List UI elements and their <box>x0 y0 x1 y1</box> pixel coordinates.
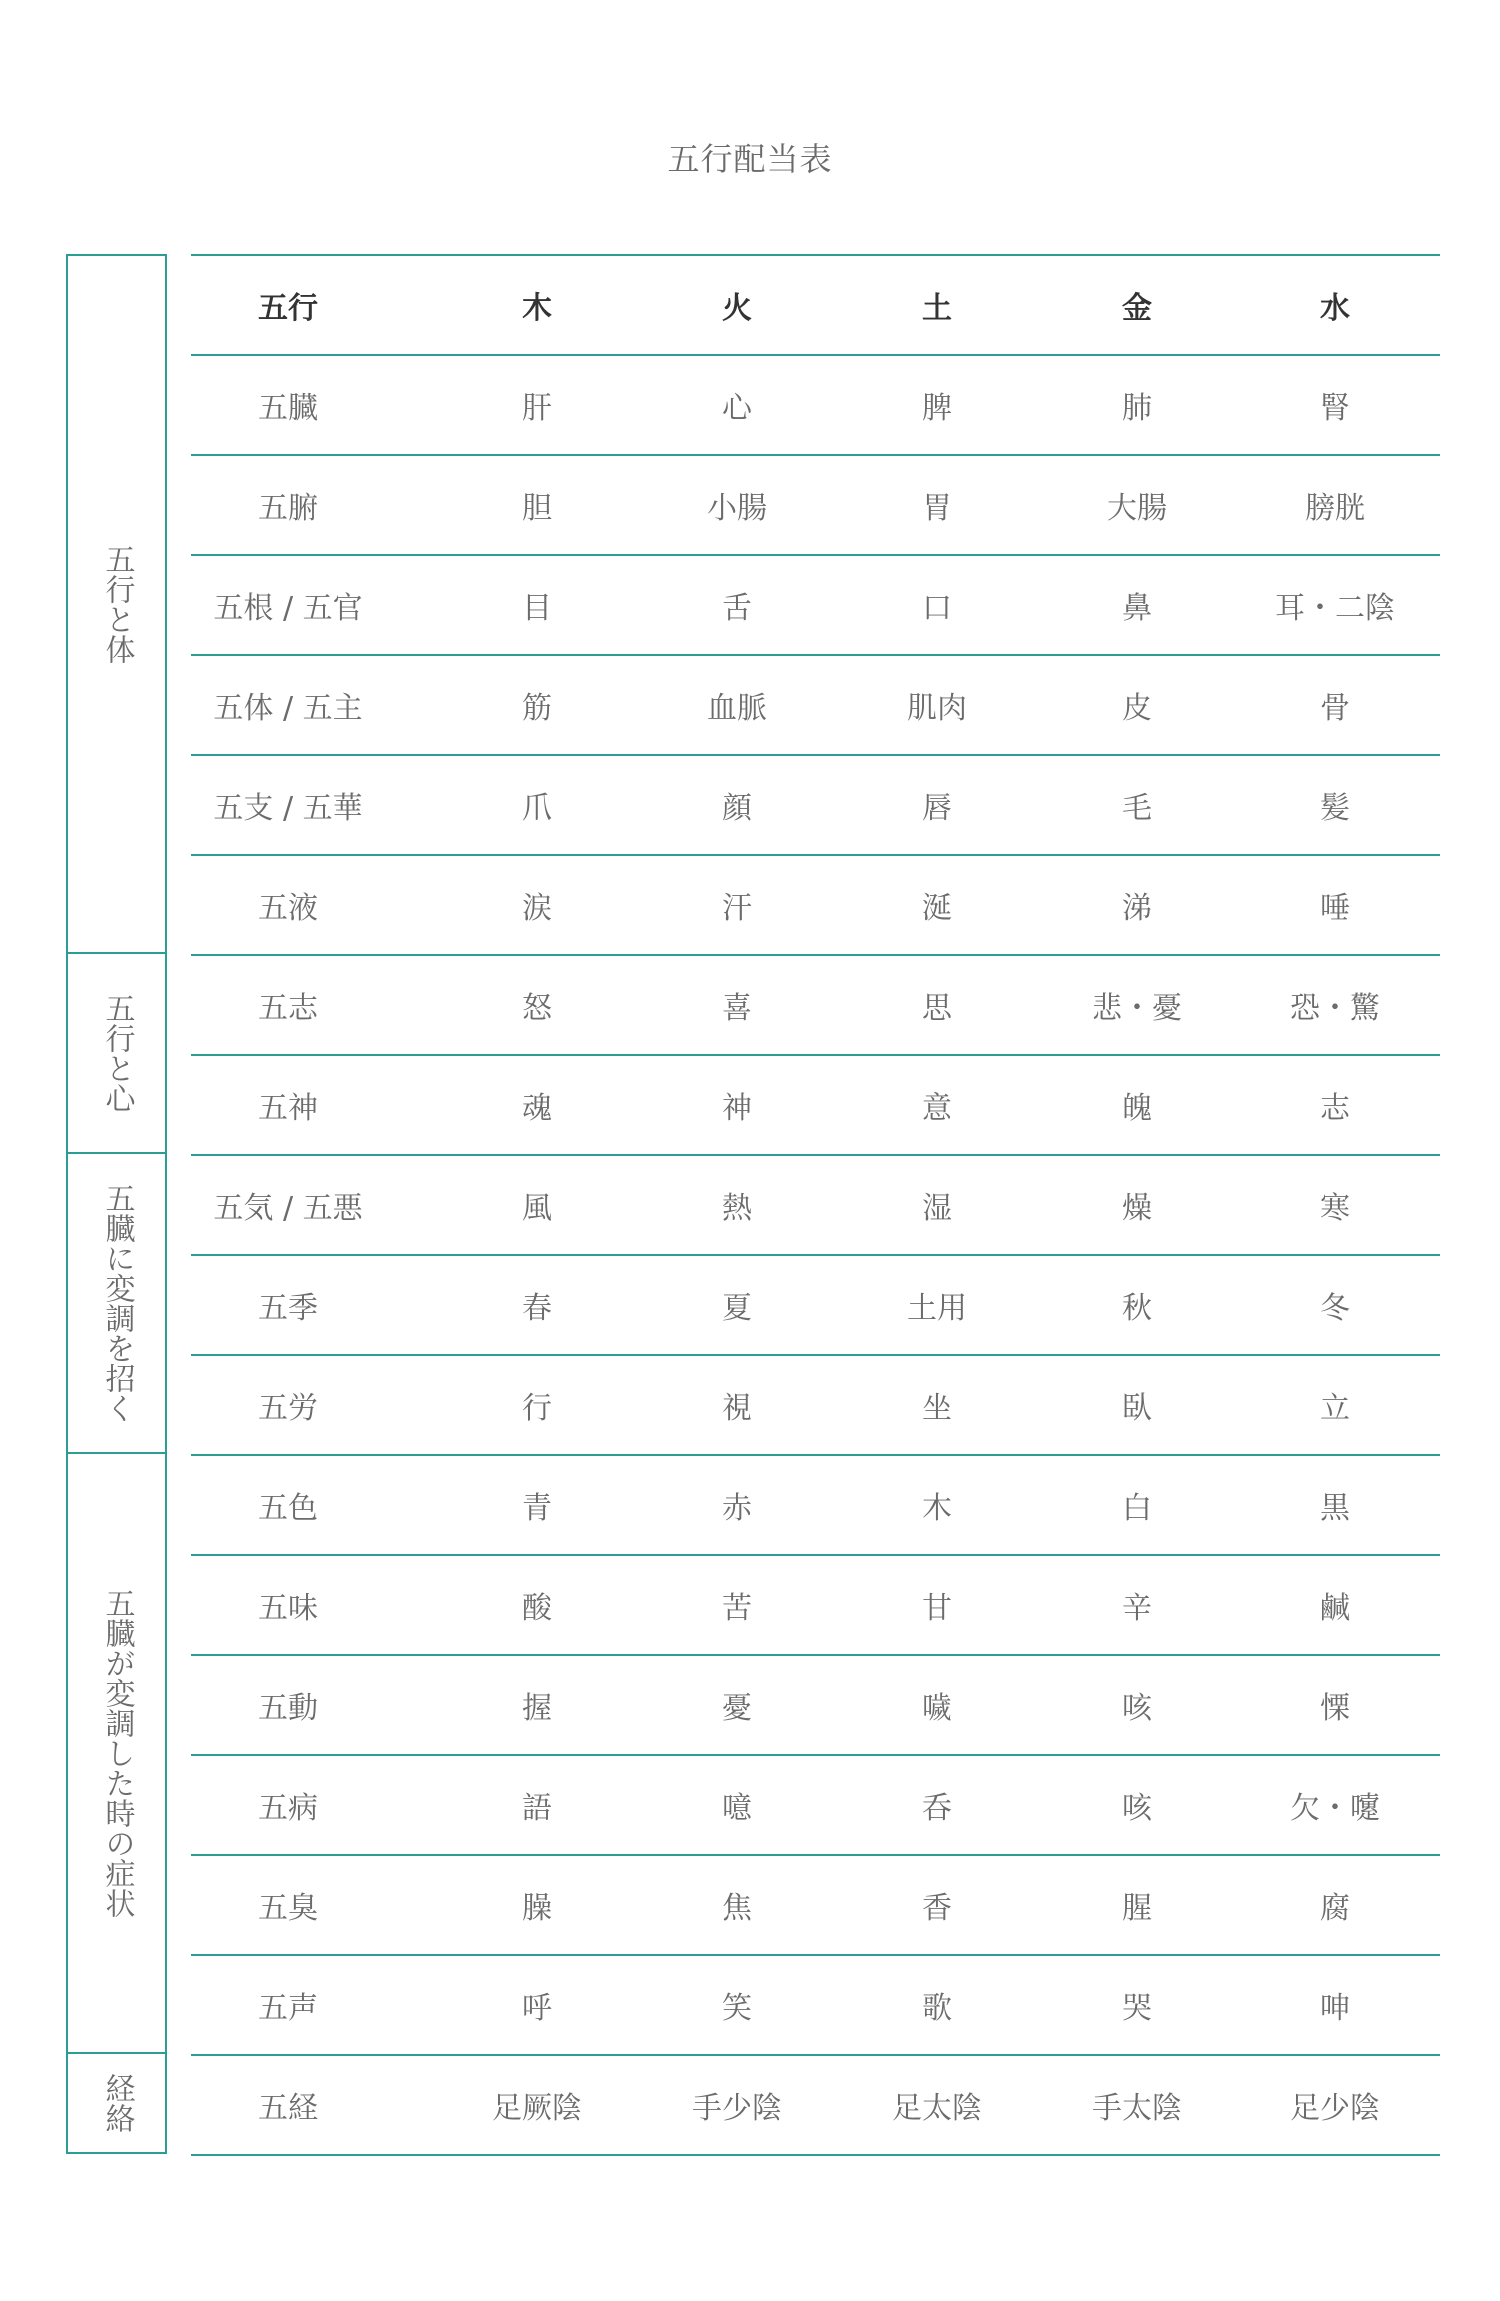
row-label: 五色 <box>258 1491 318 1526</box>
table-cell: 涎 <box>922 891 952 926</box>
group-label: 五臓が変調した時の症状 <box>99 1588 135 1918</box>
group-label: 五行と心 <box>99 993 135 1113</box>
table-cell: 春 <box>522 1291 552 1326</box>
table-cell: 骨 <box>1320 691 1350 726</box>
row-label: 五根 / 五官 <box>213 591 363 626</box>
table-cell: 手太陰 <box>1092 2091 1182 2126</box>
table-cell: 欠・嚔 <box>1290 1791 1380 1826</box>
row-label: 五臓 <box>258 391 318 426</box>
table-cell: 冬 <box>1320 1291 1350 1326</box>
table-row <box>191 456 1440 556</box>
table-cell: 憂 <box>722 1691 752 1726</box>
table-row <box>191 1656 1440 1756</box>
table-cell: 行 <box>522 1391 552 1426</box>
row-label: 五味 <box>258 1591 318 1626</box>
table-cell: 坐 <box>922 1391 952 1426</box>
table-cell: 酸 <box>522 1591 552 1626</box>
table-cell: 苦 <box>722 1591 752 1626</box>
table-cell: 悲・憂 <box>1092 991 1182 1026</box>
table-cell: 赤 <box>722 1491 752 1526</box>
table-cell: 土用 <box>907 1291 967 1326</box>
group-label: 五行と体 <box>99 544 135 664</box>
table-row <box>191 1956 1440 2056</box>
table-cell: 魄 <box>1122 1091 1152 1126</box>
table-cell: 風 <box>522 1191 552 1226</box>
table-row <box>191 956 1440 1056</box>
table-cell: 手少陰 <box>692 2091 782 2126</box>
table-cell: 髪 <box>1320 791 1350 826</box>
table-cell: 意 <box>922 1091 952 1126</box>
table-cell: 目 <box>522 591 552 626</box>
row-label: 五腑 <box>258 491 318 526</box>
table-cell: 小腸 <box>707 491 767 526</box>
table-cell: 足厥陰 <box>492 2091 582 2126</box>
table-cell: 呻 <box>1320 1991 1350 2026</box>
table-row <box>191 1756 1440 1856</box>
table-cell: 口 <box>922 591 952 626</box>
group-mind <box>66 954 167 1154</box>
table-cell: 脾 <box>922 391 952 426</box>
row-label: 五神 <box>258 1091 318 1126</box>
table-cell: 汗 <box>722 891 752 926</box>
row-label: 五労 <box>258 1391 318 1426</box>
table-cell: 魂 <box>522 1091 552 1126</box>
table-cell: 喜 <box>722 991 752 1026</box>
table-cell: 白 <box>1122 1491 1152 1526</box>
table-cell: 皮 <box>1122 691 1152 726</box>
row-label: 五病 <box>258 1791 318 1826</box>
table-cell: 辛 <box>1122 1591 1152 1626</box>
table-cell: 秋 <box>1122 1291 1152 1326</box>
table-row <box>191 1156 1440 1256</box>
table-cell: 歌 <box>922 1991 952 2026</box>
group-body <box>66 254 167 954</box>
table-cell: 鼻 <box>1122 591 1152 626</box>
table-cell: 呼 <box>522 1991 552 2026</box>
table-cell: 呑 <box>922 1791 952 1826</box>
header-cell: 五行 <box>258 291 318 326</box>
table-cell: 耳・二陰 <box>1275 591 1395 626</box>
table-cell: 夏 <box>722 1291 752 1326</box>
table-cell: 筋 <box>522 691 552 726</box>
table-cell: 血脈 <box>707 691 767 726</box>
table-cell: 涙 <box>522 891 552 926</box>
table-cell: 視 <box>722 1391 752 1426</box>
table-row <box>191 1356 1440 1456</box>
table-row <box>191 356 1440 456</box>
table-cell: 慄 <box>1320 1691 1350 1726</box>
table-header-row <box>191 256 1440 356</box>
page-title: 五行配当表 <box>667 140 833 178</box>
group-label: 経絡 <box>99 2073 135 2133</box>
table-cell: 熱 <box>722 1191 752 1226</box>
table-cell: 燥 <box>1122 1191 1152 1226</box>
table-cell: 黒 <box>1320 1491 1350 1526</box>
table-cell: 咳 <box>1122 1691 1152 1726</box>
table-row <box>191 1456 1440 1556</box>
table-row <box>191 1256 1440 1356</box>
header-cell: 水 <box>1320 291 1350 326</box>
table-cell: 膀胱 <box>1305 491 1365 526</box>
table-row <box>191 556 1440 656</box>
header-cell: 土 <box>922 291 952 326</box>
table-cell: 噫 <box>722 1791 752 1826</box>
table-cell: 爪 <box>522 791 552 826</box>
table-cell: 毛 <box>1122 791 1152 826</box>
table-cell: 握 <box>522 1691 552 1726</box>
table-row <box>191 1056 1440 1156</box>
table-cell: 笑 <box>722 1991 752 2026</box>
table-cell: 湿 <box>922 1191 952 1226</box>
group-label: 五臓に変調を招く <box>99 1183 135 1423</box>
table-cell: 志 <box>1320 1091 1350 1126</box>
row-label: 五動 <box>258 1691 318 1726</box>
table-cell: 腥 <box>1122 1891 1152 1926</box>
table-cell: 鹹 <box>1320 1591 1350 1626</box>
group-labels-column <box>66 254 167 2154</box>
header-cell: 金 <box>1122 291 1152 326</box>
table-cell: 顔 <box>722 791 752 826</box>
table-cell: 足少陰 <box>1290 2091 1380 2126</box>
table-row <box>191 2056 1440 2156</box>
table-cell: 立 <box>1320 1391 1350 1426</box>
row-label: 五気 / 五悪 <box>213 1191 363 1226</box>
table-cell: 焦 <box>722 1891 752 1926</box>
table-row <box>191 656 1440 756</box>
row-label: 五臭 <box>258 1891 318 1926</box>
table-cell: 哭 <box>1122 1991 1152 2026</box>
table-row <box>191 1856 1440 1956</box>
table-cell: 舌 <box>722 591 752 626</box>
table-cell: 胃 <box>922 491 952 526</box>
table-cell: 肝 <box>522 391 552 426</box>
table-cell: 胆 <box>522 491 552 526</box>
table-cell: 噦 <box>922 1691 952 1726</box>
header-cell: 木 <box>522 291 552 326</box>
row-label: 五支 / 五華 <box>213 791 363 826</box>
table-cell: 咳 <box>1122 1791 1152 1826</box>
table-row <box>191 1556 1440 1656</box>
table-cell: 神 <box>722 1091 752 1126</box>
table-cell: 涕 <box>1122 891 1152 926</box>
table-row <box>191 856 1440 956</box>
group-causes <box>66 1154 167 1454</box>
group-meridians <box>66 2054 167 2154</box>
table-cell: 腐 <box>1320 1891 1350 1926</box>
row-label: 五体 / 五主 <box>213 691 363 726</box>
table-cell: 腎 <box>1320 391 1350 426</box>
table-cell: 肺 <box>1122 391 1152 426</box>
table-cell: 香 <box>922 1891 952 1926</box>
row-label: 五声 <box>258 1991 318 2026</box>
table-cell: 大腸 <box>1107 491 1167 526</box>
row-label: 五季 <box>258 1291 318 1326</box>
table-cell: 心 <box>722 391 752 426</box>
table-cell: 恐・驚 <box>1290 991 1380 1026</box>
table-cell: 寒 <box>1320 1191 1350 1226</box>
table-cell: 唾 <box>1320 891 1350 926</box>
header-cell: 火 <box>722 291 752 326</box>
table-cell: 語 <box>522 1791 552 1826</box>
table-cell: 思 <box>922 991 952 1026</box>
table-cell: 木 <box>922 1491 952 1526</box>
table-cell: 青 <box>522 1491 552 1526</box>
table-cell: 臥 <box>1122 1391 1152 1426</box>
table-row <box>191 756 1440 856</box>
table-cell: 肌肉 <box>907 691 967 726</box>
row-label: 五志 <box>258 991 318 1026</box>
row-label: 五液 <box>258 891 318 926</box>
table-cell: 足太陰 <box>892 2091 982 2126</box>
table-cell: 甘 <box>922 1591 952 1626</box>
group-symptoms <box>66 1454 167 2054</box>
table-cell: 臊 <box>522 1891 552 1926</box>
row-label: 五経 <box>258 2091 318 2126</box>
five-elements-table <box>191 254 1440 2156</box>
table-cell: 唇 <box>922 791 952 826</box>
table-cell: 怒 <box>522 991 552 1026</box>
